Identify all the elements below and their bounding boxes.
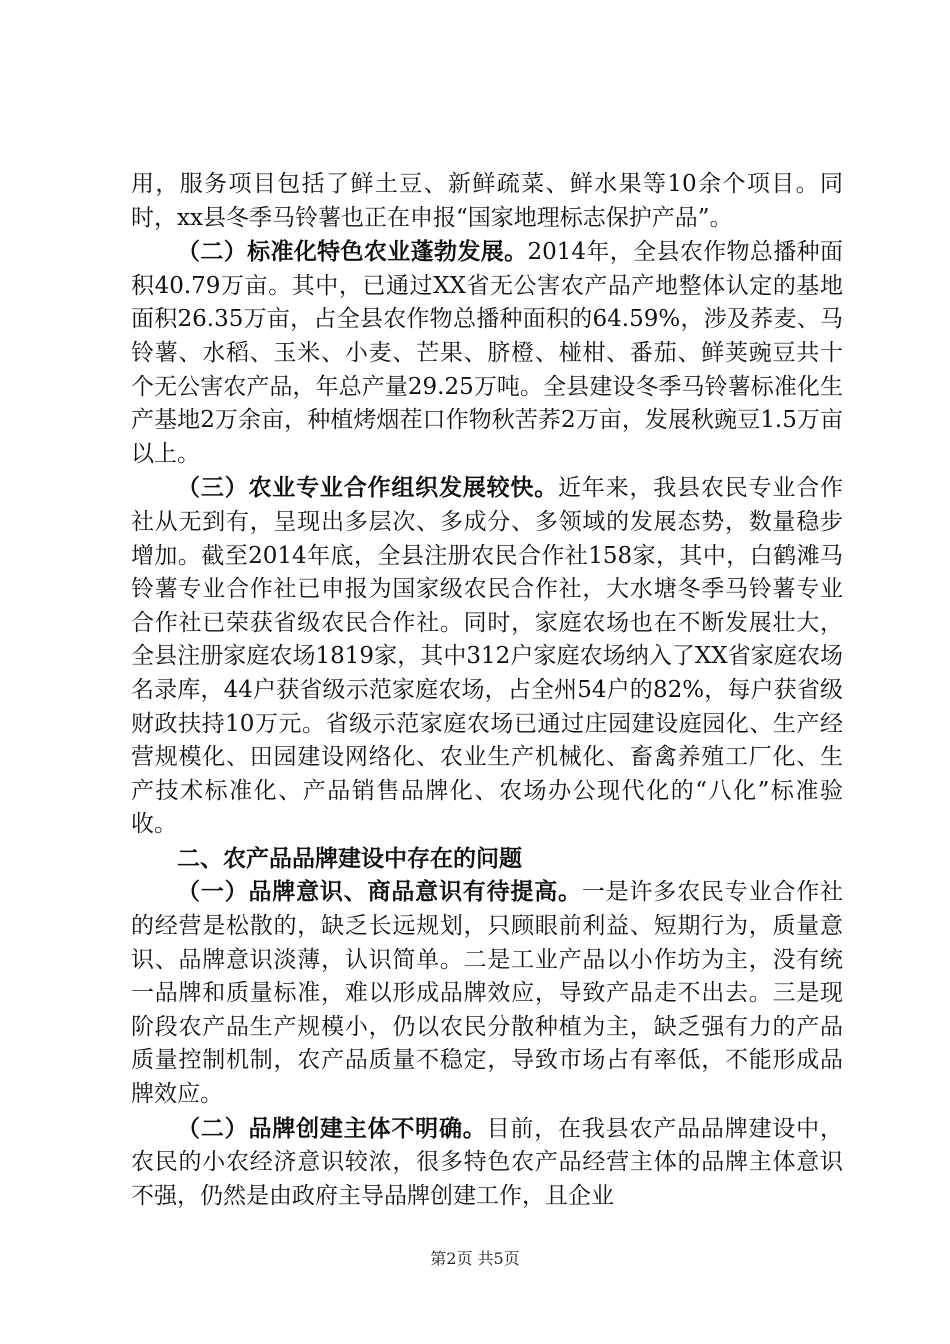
paragraph-5-text: 目前，在我县农产品品牌建设中，农民的小农经济意识较浓，很多特色农产品经营主体的品牌主体意识不强，仍然是由政府主导品牌创建工作，且企业 bbox=[131, 1115, 844, 1209]
paragraph-4-lead: （一）品牌意识、商品意识有待提高。 bbox=[177, 878, 582, 906]
section-heading: 二、农产品品牌建设中存在的问题 bbox=[177, 844, 522, 872]
paragraph-3-lead: （三）农业专业合作组织发展较快。 bbox=[177, 474, 559, 502]
paragraph-5-lead: （二）品牌创建主体不明确。 bbox=[177, 1114, 487, 1142]
paragraph-2 bbox=[131, 235, 843, 471]
paragraph-3-text: 近年来，我县农民专业合作社从无到有，呈现出多层次、多成分、多领域的发展态势，数量稳步增加。截至2014年底，全县注册农民合作社158家，其中，白鹤滩马铃薯专业合作社已申报为国家级农民合作社，大水塘冬季马铃薯专业合作社已荣获省级农民合作社。同时，家庭农场也在不断发展壮大，全县注册家庭农场1819家，其中312户家庭农场纳入了XX省家庭农场名录库，44户获省级示范家庭农场，占全州54户的82%，每户获省级财政扶持10万元。省级示范家庭农场已通过庄园建设庭园化、生产经营规模化、田园建设网络化、农业生产机械化、畜禽养殖工厂化、生产技术标准化、产品销售品牌化、农场办公现代化的“八化”标准验收。 bbox=[131, 475, 844, 838]
paragraph-1-text: 用，服务项目包括了鲜土豆、新鲜疏菜、鲜水果等10余个项目。同时，xx县冬季马铃薯也正在申报“国家地理标志保护产品”。 bbox=[131, 171, 843, 231]
paragraph-2-text: 2014年，全县农作物总播种面积40.79万亩。其中，已通过XX省无公害农产品产地整体认定的基地面积26.35万亩，占全县农作物总播种面积的64.59%，涉及荞麦、马铃薯、水稻、玉米、小麦、芒果、脐橙、椪柑、番茄、鲜荚豌豆共十个无公害农产品，年总产量29.25万吨。全县建设冬季马铃薯标准化生产基地2万余亩，种植烤烟茬口作物秋苦荞2万亩，发展秋豌豆1.5万亩以上。 bbox=[131, 239, 844, 467]
document-body bbox=[131, 168, 843, 1213]
paragraph-3 bbox=[131, 471, 843, 842]
paragraph-2-lead: （二）标准化特色农业蓬勃发展。 bbox=[177, 238, 528, 266]
page-footer: 第2页 共5页 bbox=[430, 1249, 520, 1268]
paragraph-1 bbox=[131, 168, 843, 235]
paragraph-5 bbox=[131, 1112, 843, 1214]
paragraph-4-text: 一是许多农民专业合作社的经营是松散的，缺乏长远规划，只顾眼前利益、短期行为，质量意识、品牌意识淡薄，认识简单。二是工业产品以小作坊为主，没有统一品牌和质量标准，难以形成品牌效应，导致产品走不出去。三是现阶段农产品生产规模小，仍以农民分散种植为主，缺乏强有力的产品质量控制机制，农产品质量不稳定，导致市场占有率低，不能形成品牌效应。 bbox=[131, 879, 844, 1108]
paragraph-4 bbox=[131, 875, 843, 1111]
